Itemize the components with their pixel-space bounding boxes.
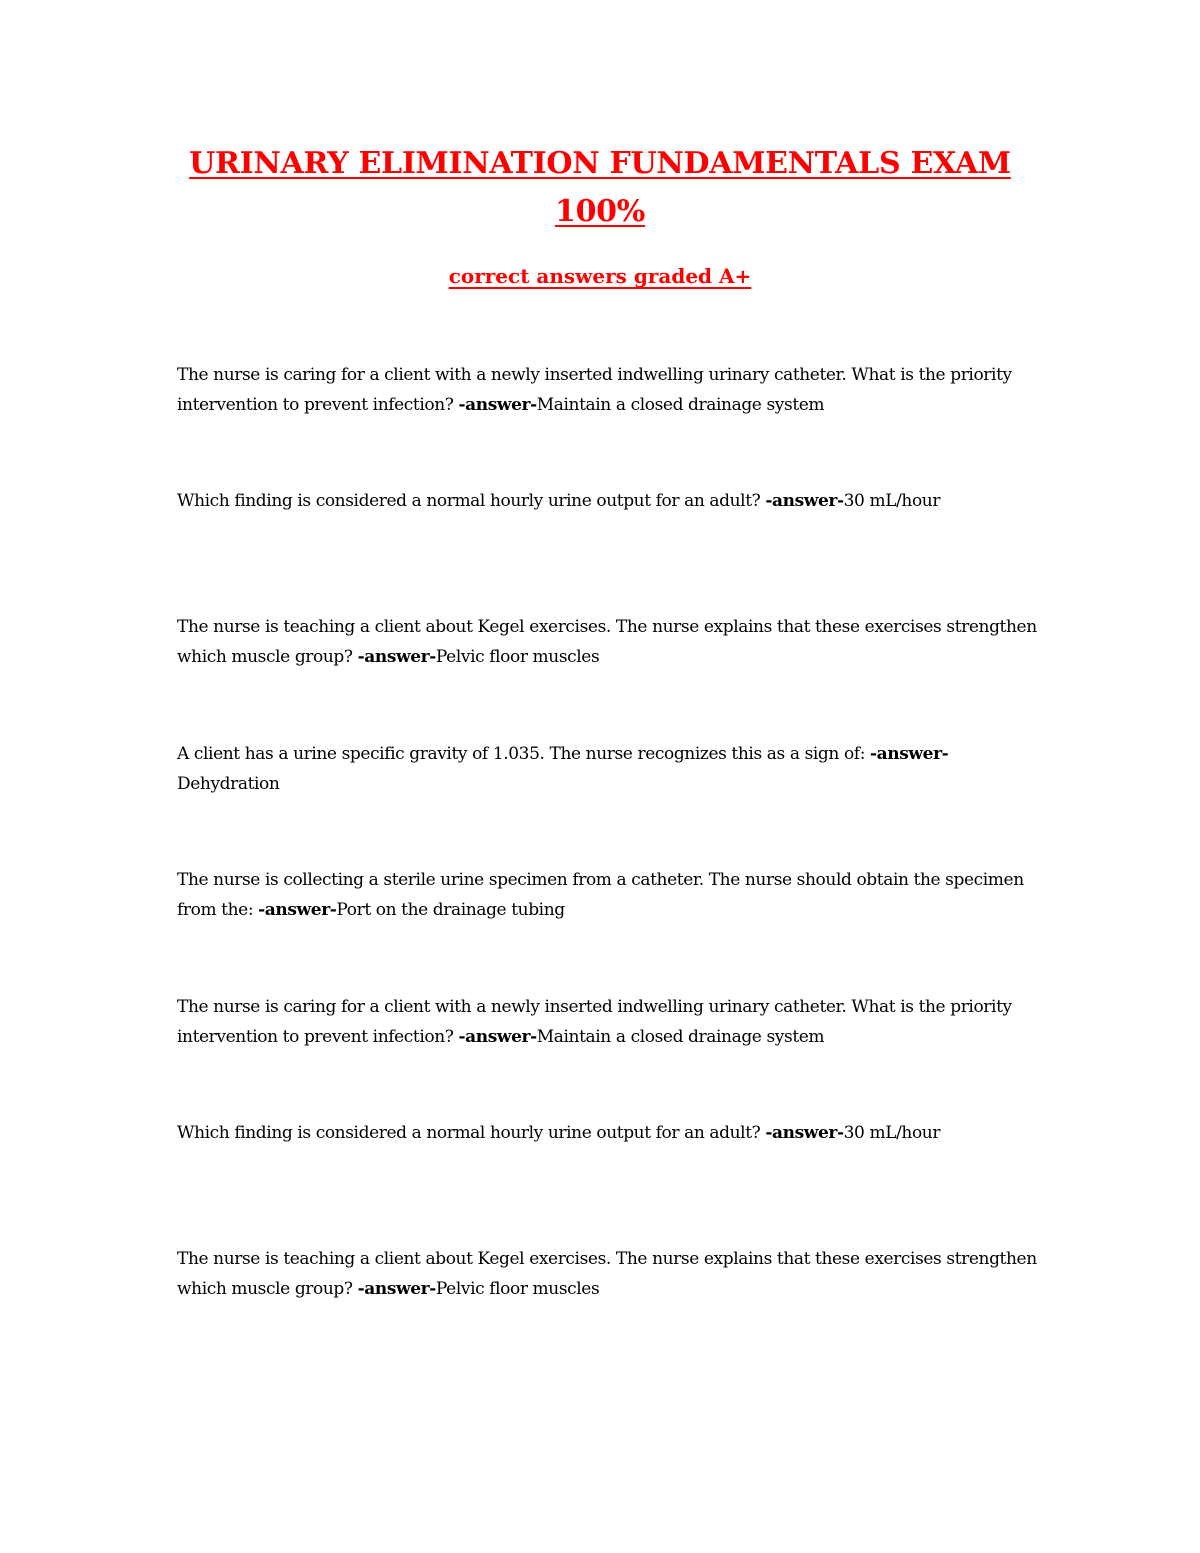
answer-label: -answer- [357, 647, 436, 667]
question-text: The nurse is teaching a client about Kegel exercises. The nurse explains that these exercises strengthen which muscle group? [177, 1249, 1037, 1299]
qa-item [177, 992, 1037, 1052]
document-subtitle: correct answers graded A+ [448, 264, 752, 288]
question-text: The nurse is caring for a client with a newly inserted indwelling urinary catheter. What is the priority intervention to prevent infection? [177, 365, 1012, 415]
question-text: Which finding is considered a normal hourly urine output for an adult? [177, 491, 766, 511]
answer-text: Maintain a closed drainage system [536, 1027, 825, 1047]
question-text: The nurse is teaching a client about Kegel exercises. The nurse explains that these exercises strengthen which muscle group? [177, 617, 1037, 667]
qa-item [177, 739, 1037, 799]
answer-text: Dehydration [177, 774, 280, 794]
qa-item [177, 1118, 1037, 1148]
answer-label: -answer- [458, 395, 537, 415]
answer-label: -answer- [357, 1279, 436, 1299]
answer-label: -answer- [870, 744, 949, 764]
document-title [150, 140, 1050, 236]
answer-text: 30 mL/hour [843, 491, 941, 511]
title-line-1: URINARY ELIMINATION FUNDAMENTALS EXAM [189, 146, 1011, 181]
qa-item [177, 612, 1037, 672]
answer-text: Port on the drainage tubing [336, 900, 565, 920]
question-text: The nurse is collecting a sterile urine specimen from a catheter. The nurse should obtain the specimen from the: [177, 870, 1024, 920]
answer-text: Maintain a closed drainage system [536, 395, 825, 415]
qa-item [177, 360, 1037, 420]
qa-item [177, 1244, 1037, 1304]
answer-label: -answer- [765, 1123, 844, 1143]
question-text: The nurse is caring for a client with a newly inserted indwelling urinary catheter. What is the priority intervention to prevent infection? [177, 997, 1012, 1047]
answer-text: 30 mL/hour [843, 1123, 941, 1143]
question-text: Which finding is considered a normal hourly urine output for an adult? [177, 1123, 766, 1143]
title-line-2: 100% [555, 194, 645, 229]
answer-label: -answer- [258, 900, 337, 920]
answer-label: -answer- [765, 491, 844, 511]
question-text: A client has a urine specific gravity of 1.035. The nurse recognizes this as a sign of: [177, 744, 871, 764]
answer-text: Pelvic floor muscles [435, 1279, 600, 1299]
qa-item [177, 486, 1037, 516]
answer-label: -answer- [458, 1027, 537, 1047]
qa-item [177, 865, 1037, 925]
answer-text: Pelvic floor muscles [435, 647, 600, 667]
